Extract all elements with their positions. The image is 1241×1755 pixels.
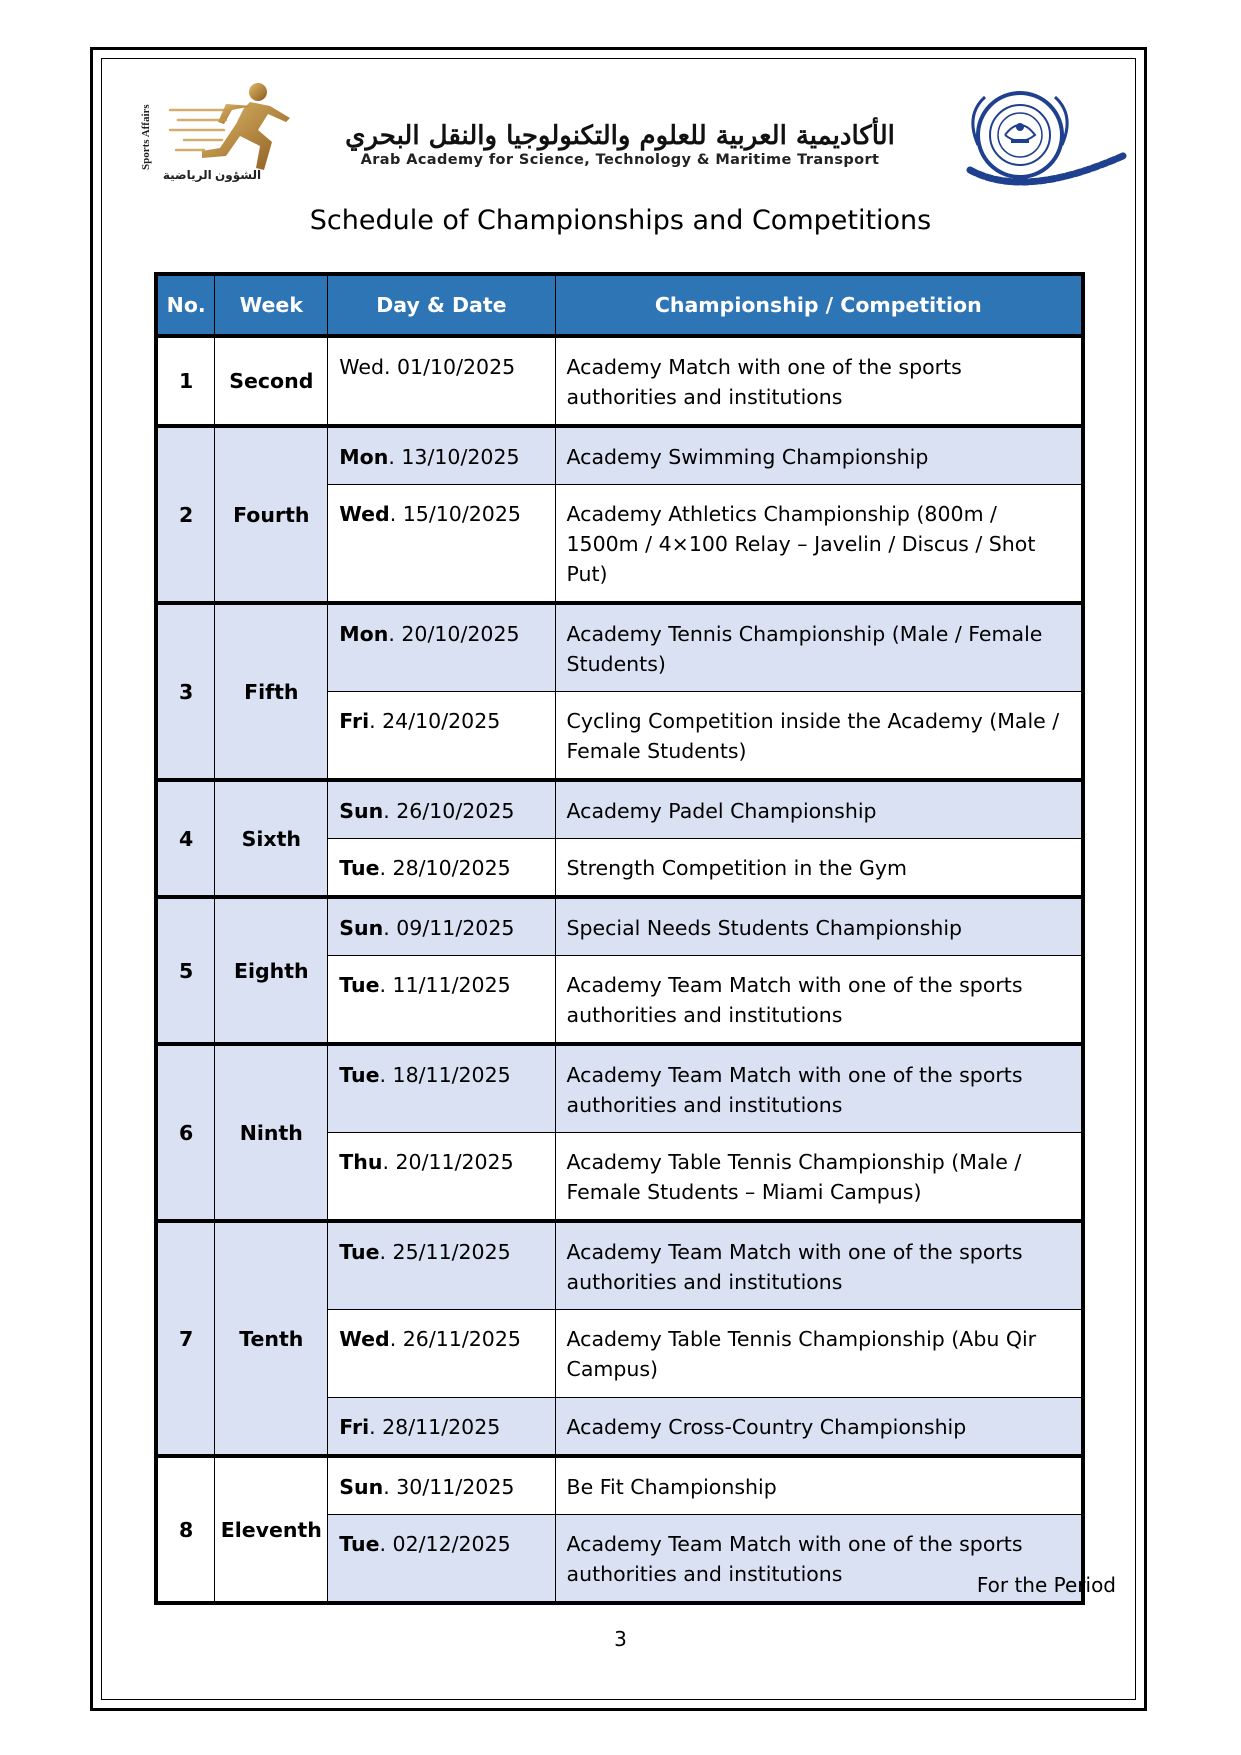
period-note: For the Period	[976, 1573, 1116, 1597]
cell-date	[328, 780, 555, 839]
date-value: . 25/11/2025	[379, 1240, 511, 1264]
cell-event: Academy Team Match with one of the sports authorities and institutions	[555, 1044, 1083, 1133]
week-group	[156, 426, 1083, 603]
cell-event: Academy Tennis Championship (Male / Female Students)	[555, 603, 1083, 692]
cell-week: Eighth	[215, 897, 328, 1044]
schedule-table	[154, 272, 1085, 1605]
cell-date	[328, 336, 555, 426]
cell-date	[328, 956, 555, 1045]
cell-date	[328, 839, 555, 898]
cell-date	[328, 897, 555, 956]
column-header-no: No.	[156, 274, 215, 336]
cell-date	[328, 1310, 555, 1398]
cell-event: Academy Table Tennis Championship (Abu Qir Campus)	[555, 1310, 1083, 1398]
cell-week: Second	[215, 336, 328, 426]
cell-event: Academy Team Match with one of the sports authorities and institutions	[555, 1515, 1083, 1604]
table-row	[156, 897, 1083, 956]
cell-date	[328, 485, 555, 604]
table-row	[156, 1221, 1083, 1310]
date-value: . 24/10/2025	[369, 709, 501, 733]
date-value: . 26/11/2025	[389, 1327, 521, 1351]
sports-affairs-logo	[140, 80, 315, 190]
day-name: Mon	[339, 445, 389, 469]
cell-date	[328, 1221, 555, 1310]
day-name: Thu	[339, 1150, 383, 1174]
cell-event: Academy Cross-Country Championship	[555, 1398, 1083, 1457]
date-value: . 20/10/2025	[388, 622, 520, 646]
column-header-week: Week	[215, 274, 328, 336]
day-name: Tue	[339, 1063, 380, 1087]
cell-event: Strength Competition in the Gym	[555, 839, 1083, 898]
day-name: Tue	[339, 973, 380, 997]
week-group	[156, 897, 1083, 1044]
cell-no: 3	[156, 603, 215, 780]
cell-date	[328, 1515, 555, 1604]
date-value: . 26/10/2025	[383, 799, 515, 823]
cell-event: Academy Athletics Championship (800m / 1500m / 4×100 Relay – Javelin / Discus / Shot Put)	[555, 485, 1083, 604]
date-value: . 13/10/2025	[388, 445, 520, 469]
cell-event: Academy Team Match with one of the sports authorities and institutions	[555, 1221, 1083, 1310]
academy-name-block	[310, 120, 930, 180]
cell-date	[328, 603, 555, 692]
document-title: Schedule of Championships and Competitions	[309, 205, 932, 236]
cell-no: 1	[156, 336, 215, 426]
day-name: Sun	[339, 916, 384, 940]
table-row	[156, 336, 1083, 426]
table-header-row	[156, 274, 1083, 336]
date-value: . 09/11/2025	[383, 916, 515, 940]
cell-event: Academy Padel Championship	[555, 780, 1083, 839]
cell-no: 2	[156, 426, 215, 603]
cell-no: 5	[156, 897, 215, 1044]
week-group	[156, 1044, 1083, 1221]
day-name: Wed	[339, 355, 384, 379]
cell-date	[328, 1044, 555, 1133]
table-row	[156, 426, 1083, 485]
week-group	[156, 1221, 1083, 1456]
table-row	[156, 1044, 1083, 1133]
date-value: . 20/11/2025	[382, 1150, 514, 1174]
cell-week: Sixth	[215, 780, 328, 897]
cell-event: Academy Match with one of the sports authorities and institutions	[555, 336, 1083, 426]
day-name: Fri	[339, 709, 370, 733]
cell-week: Ninth	[215, 1044, 328, 1221]
letterhead	[140, 80, 1130, 200]
cell-no: 8	[156, 1456, 215, 1603]
date-value: . 18/11/2025	[379, 1063, 511, 1087]
day-name: Wed	[339, 502, 390, 526]
date-value: . 11/11/2025	[379, 973, 511, 997]
week-group	[156, 1456, 1083, 1603]
day-name: Sun	[339, 799, 384, 823]
date-value: . 28/11/2025	[369, 1415, 501, 1439]
cell-event: Academy Team Match with one of the sports authorities and institutions	[555, 956, 1083, 1045]
cell-date	[328, 692, 555, 781]
column-header-date: Day & Date	[328, 274, 555, 336]
sports-affairs-logo-arabic: الشؤون الرياضية	[162, 168, 262, 182]
column-header-event: Championship / Competition	[555, 274, 1083, 336]
date-value: . 01/10/2025	[383, 355, 516, 379]
cell-event: Cycling Competition inside the Academy (Male / Female Students)	[555, 692, 1083, 781]
table-row	[156, 780, 1083, 839]
cell-no: 6	[156, 1044, 215, 1221]
date-value: . 30/11/2025	[383, 1475, 515, 1499]
runner-icon	[140, 80, 315, 175]
day-name: Wed	[339, 1327, 390, 1351]
day-name: Fri	[339, 1415, 370, 1439]
cell-no: 4	[156, 780, 215, 897]
academy-seal-icon	[945, 85, 1130, 200]
cell-week: Eleventh	[215, 1456, 328, 1603]
cell-event: Academy Table Tennis Championship (Male / Female Students – Miami Campus)	[555, 1133, 1083, 1222]
date-value: . 02/12/2025	[379, 1532, 511, 1556]
day-name: Mon	[339, 622, 389, 646]
cell-date	[328, 1398, 555, 1457]
academy-name-arabic: الأكاديمية العربية للعلوم والتكنولوجيا والنقل البحري	[345, 121, 895, 151]
day-name: Tue	[339, 856, 380, 880]
cell-date	[328, 1456, 555, 1515]
week-group	[156, 336, 1083, 426]
cell-week: Fourth	[215, 426, 328, 603]
week-group	[156, 603, 1083, 780]
cell-week: Fifth	[215, 603, 328, 780]
date-value: . 28/10/2025	[379, 856, 511, 880]
table-row	[156, 1456, 1083, 1515]
day-name: Sun	[339, 1475, 384, 1499]
week-group	[156, 780, 1083, 897]
day-name: Tue	[339, 1240, 380, 1264]
cell-no: 7	[156, 1221, 215, 1456]
day-name: Tue	[339, 1532, 380, 1556]
cell-week: Tenth	[215, 1221, 328, 1456]
sports-affairs-logo-side-text: Sports Affairs	[140, 104, 152, 171]
academy-name-english: Arab Academy for Science, Technology & Maritime Transport	[360, 152, 880, 168]
cell-date	[328, 426, 555, 485]
date-value: . 15/10/2025	[389, 502, 521, 526]
cell-date	[328, 1133, 555, 1222]
cell-event: Be Fit Championship	[555, 1456, 1083, 1515]
cell-event: Academy Swimming Championship	[555, 426, 1083, 485]
cell-event: Special Needs Students Championship	[555, 897, 1083, 956]
table-row	[156, 603, 1083, 692]
page-number: 3	[614, 1627, 627, 1651]
